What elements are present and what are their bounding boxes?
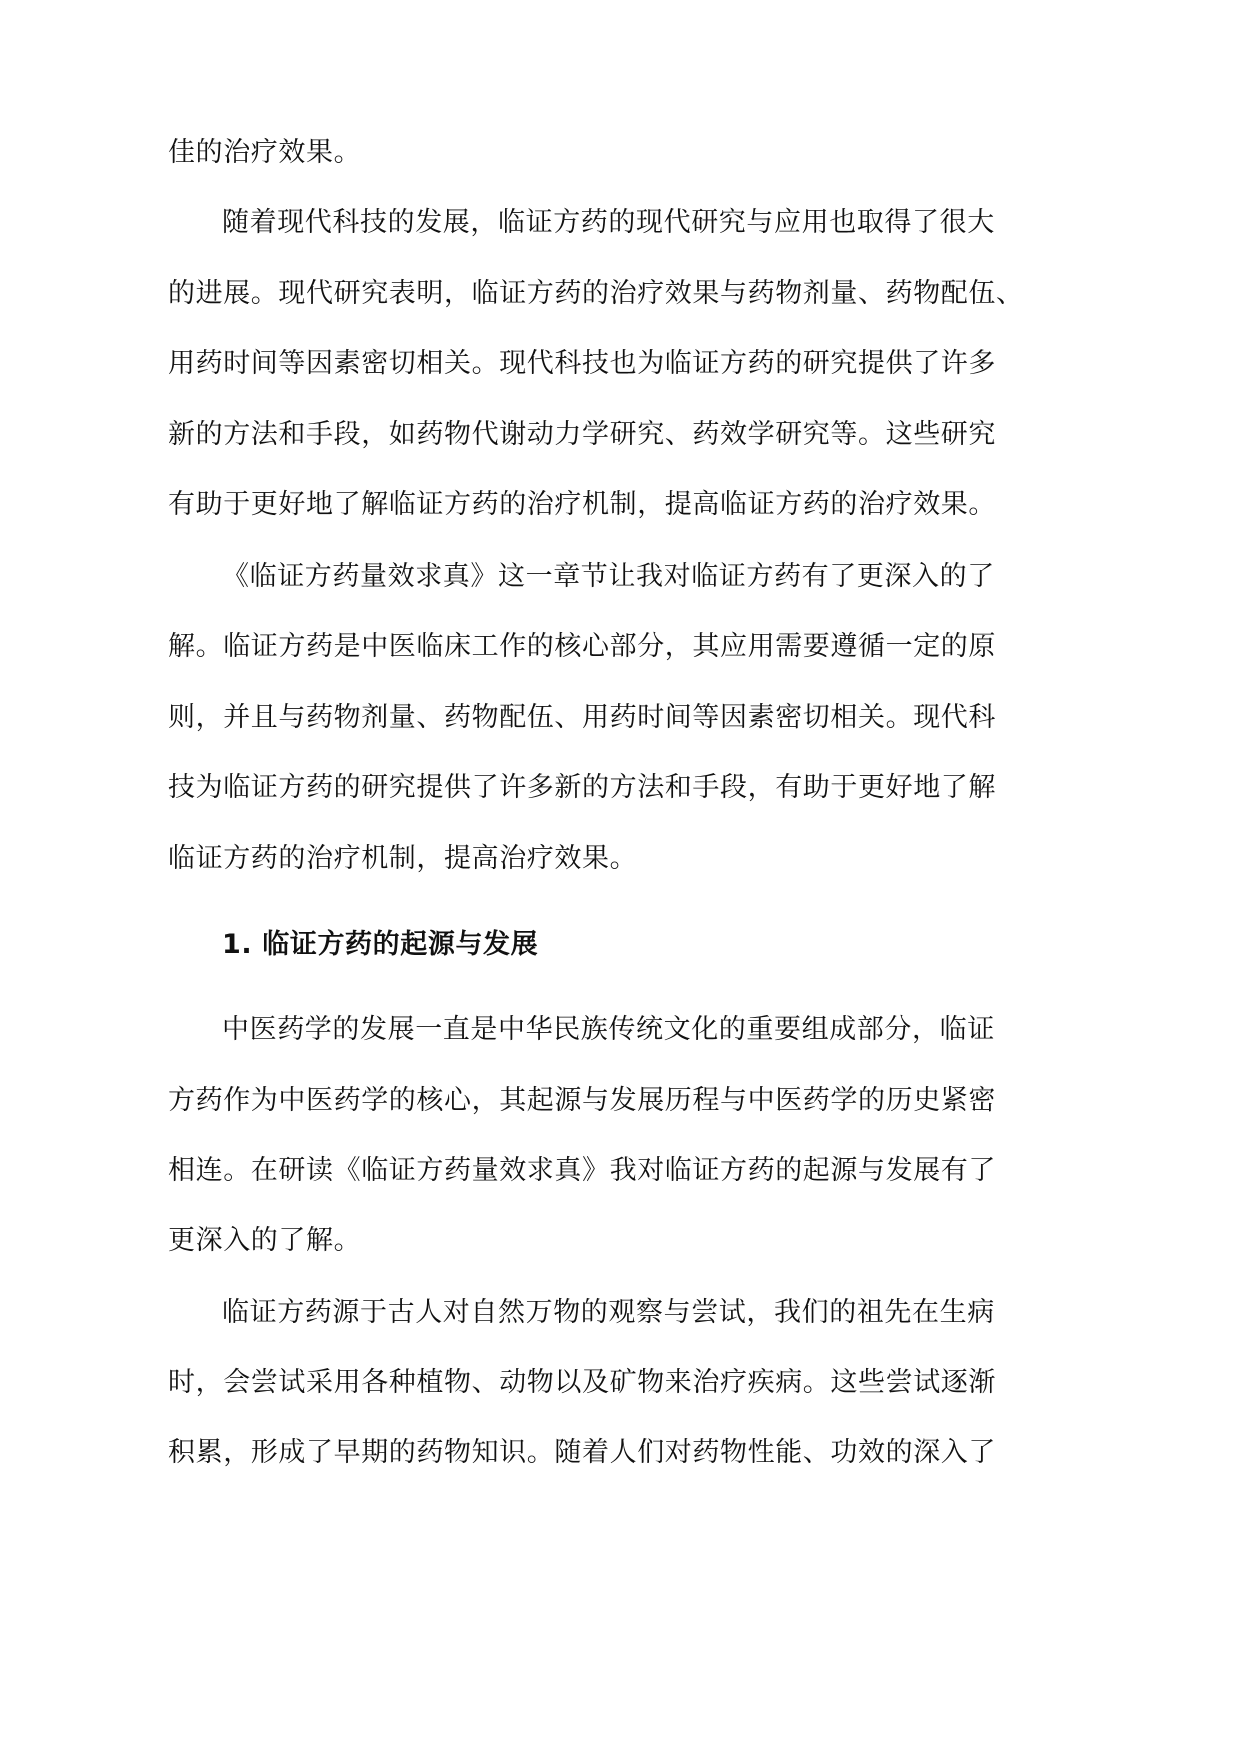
paragraph-2-line-2: 解。临证方药是中医临床工作的核心部分，其应用需要遵循一定的原	[168, 631, 996, 662]
section-heading: 1. 临证方药的起源与发展	[222, 929, 539, 960]
paragraph-5-line-2: 时，会尝试采用各种植物、动物以及矿物来治疗疾病。这些尝试逐渐	[168, 1367, 996, 1398]
paragraph-continuation-line: 佳的治疗效果。	[168, 137, 362, 168]
paragraph-4-line-4: 更深入的了解。	[168, 1225, 362, 1256]
paragraph-2-line-3: 则，并且与药物剂量、药物配伍、用药时间等因素密切相关。现代科	[168, 702, 996, 733]
paragraph-1-line-1: 随着现代科技的发展，临证方药的现代研究与应用也取得了很大	[222, 207, 995, 238]
paragraph-2-line-4: 技为临证方药的研究提供了许多新的方法和手段，有助于更好地了解	[168, 772, 996, 803]
paragraph-1-line-2: 的进展。现代研究表明，临证方药的治疗效果与药物剂量、药物配伍、	[168, 278, 1024, 309]
paragraph-4-line-3: 相连。在研读《临证方药量效求真》我对临证方药的起源与发展有了	[168, 1155, 996, 1186]
paragraph-1-line-3: 用药时间等因素密切相关。现代科技也为临证方药的研究提供了许多	[168, 348, 996, 379]
paragraph-5-line-3: 积累，形成了早期的药物知识。随着人们对药物性能、功效的深入了	[168, 1437, 996, 1468]
paragraph-2-line-5: 临证方药的治疗机制，提高治疗效果。	[168, 843, 638, 874]
paragraph-1-line-4: 新的方法和手段，如药物代谢动力学研究、药效学研究等。这些研究	[168, 419, 996, 450]
paragraph-1-line-5: 有助于更好地了解临证方药的治疗机制，提高临证方药的治疗效果。	[168, 489, 996, 520]
paragraph-5-line-1: 临证方药源于古人对自然万物的观察与尝试，我们的祖先在生病	[222, 1297, 995, 1328]
paragraph-2-line-1: 《临证方药量效求真》这一章节让我对临证方药有了更深入的了	[222, 561, 995, 592]
paragraph-4-line-1: 中医药学的发展一直是中华民族传统文化的重要组成部分，临证	[222, 1014, 995, 1045]
paragraph-4-line-2: 方药作为中医药学的核心，其起源与发展历程与中医药学的历史紧密	[168, 1085, 996, 1116]
